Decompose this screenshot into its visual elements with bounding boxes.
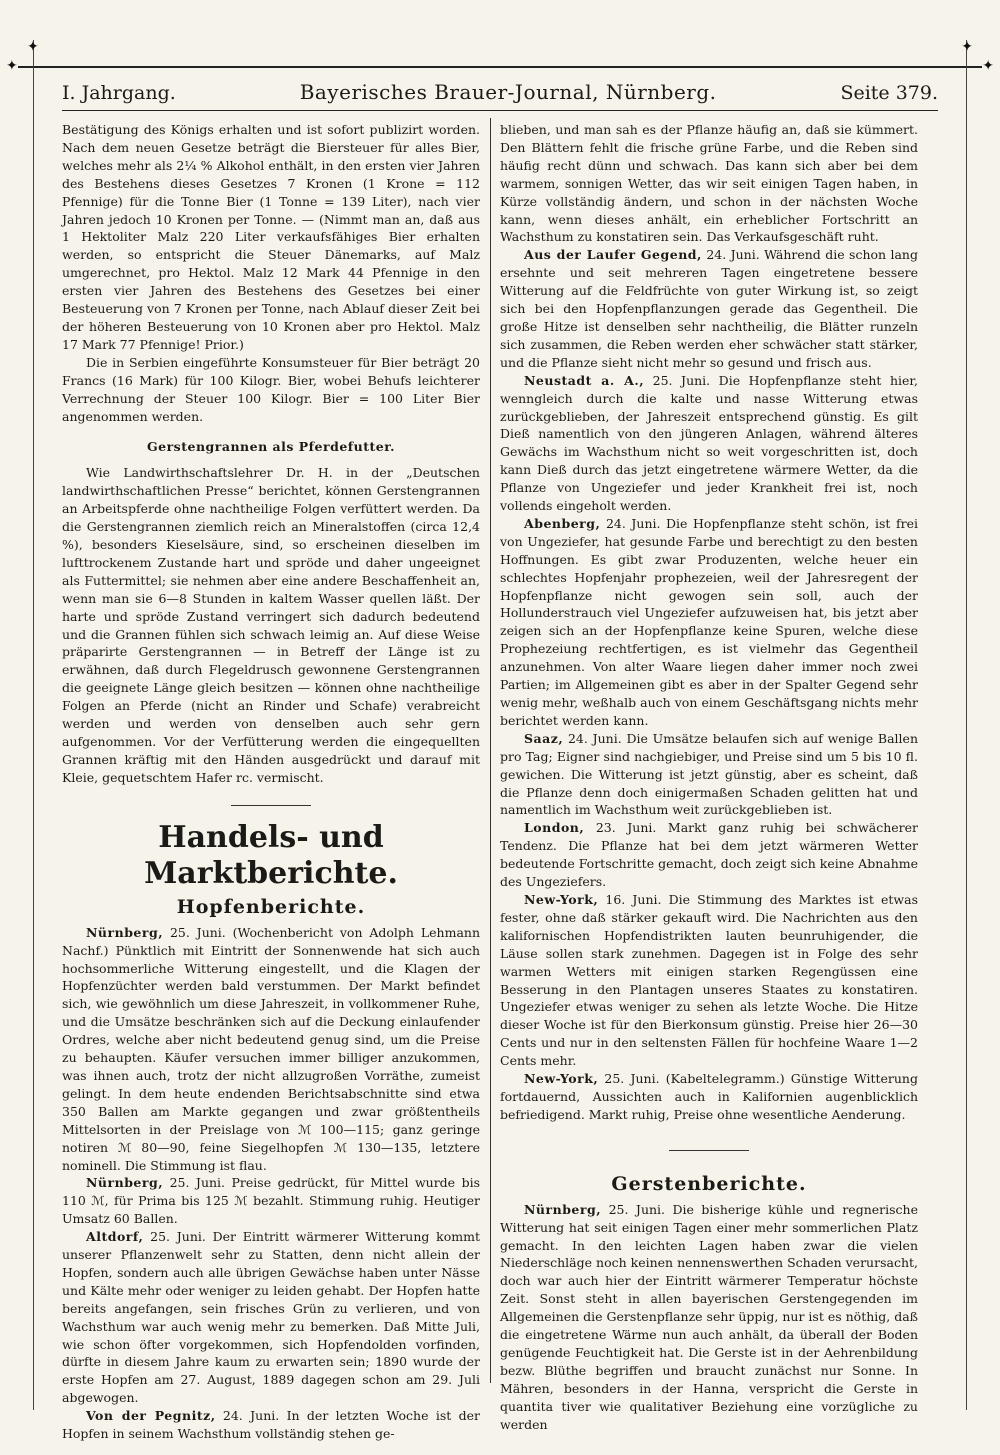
- report-text: 25. Juni. Preise gedrückt, für Mittel wurde bis 110 ℳ, für Prima bis 125 ℳ bezahlt. Stimmung ruhig. Heutiger Umsatz 60 Ballen.: [62, 1175, 480, 1227]
- report-place: Neustadt a. A.,: [524, 372, 645, 388]
- right-column: [500, 121, 918, 1434]
- report-text: 25. Juni. (Wochenbericht von Adolph Lehmann Nachf.) Pünktlich mit Eintritt der Sonnenwende hat sich auch hochsommerliche Witterung eingestellt, und die Klagen der Hopfenzüchter werden bald verstummen. Der Markt befindet sich, wie gewöhnlich um diese Jahreszeit, in vollkommener Ruhe, und die Umsätze beschränken sich auf die Deckung einlaufender Ordres, welche aber nicht bedeutend genug sind, um die Preise zu behaupten. Käufer versuchen immer billiger anzukommen, was ihnen auch, trotz der nicht allzugroßen Vorräthe, zumeist gelingt. In dem heute endenden Berichtsabschnitte sind etwa 350 Ballen am Markte gegangen und zwar größtentheils Mittelsorten in der Preislage von ℳ 100—115; ganz geringe notiren ℳ 80—90, feine Siegelhopfen ℳ 130—135, letztere nominell. Die Stimmung ist flau.: [62, 924, 480, 1173]
- report-paragraph: [500, 819, 918, 891]
- report-text: 25. Juni. (Kabeltelegramm.) Günstige Witterung fortdauernd, Aussichten auch in Kalifornien augenblicklich befriedigend. Markt ruhig, Preise ohne wesentliche Aenderung.: [500, 1071, 918, 1122]
- section-divider: [669, 1150, 749, 1151]
- main-section-heading: Handels- und Marktberichte.: [144, 819, 398, 891]
- header-rule: [62, 110, 938, 111]
- left-border-rule: [33, 40, 34, 1410]
- report-text: 25. Juni. Der Eintritt wärmerer Witterung kommt unserer Pflanzenwelt sehr zu Statten, denn nicht allein der Hopfen, sondern auch alle übrigen Gewächse haben unter Nässe und Kälte mehr oder weniger zu leiden gehabt. Der Hopfen hatte bereits angefangen, sein frisches Grün zu verlieren, und von Wachsthum war auch wenig mehr zu bemerken. Daß Mitte Juli, wie schon öfter vorgekommen, sich Hopfendolden vorfinden, dürfte in diesem Jahre kaum zu erwarten sein; 1890 wurde der erste Hopfen am 27. August, 1889 dagegen schon am 29. Juli abgewogen.: [62, 1229, 480, 1406]
- header-volume: I. Jahrgang.: [62, 82, 176, 104]
- report-place: Saaz,: [524, 730, 564, 746]
- subsection-heading: Hopfenberichte.: [176, 895, 366, 918]
- column-divider: [490, 118, 491, 1383]
- report-place: Aus der Laufer Gegend,: [524, 247, 702, 263]
- report-place: London,: [524, 820, 585, 836]
- report-text: 25. Juni. Die Hopfenpflanze steht hier, wenngleich durch die kalte und nasse Witterung etwas zurückgeblieben, der Jahreszeit entsprechend günstig. Es gilt Dieß namentlich von den jüngeren Anlagen, während älteres Gewächs im Wachsthum nicht so weit vorgeschritten ist, doch kann Dieß durch das jetzt eingetretene wärmere Wetter, da die Pflanze von Ungeziefer und jeder Krankheit frei ist, noch vollends eingeholt werden.: [500, 372, 918, 514]
- ornament-top-left-side: ✦: [6, 58, 18, 74]
- report-paragraph: [500, 515, 918, 730]
- report-place: New-York,: [524, 891, 599, 907]
- article-paragraph: Wie Landwirthschaftslehrer Dr. H. in der „Deutschen landwirthschaftlichen Presse“ berichtet, können Gerstengrannen an Arbeitspferde ohne nachtheilige Folgen verfüttert werden. Da die Gerstengrannen ziemlich reich an Mineralstoffen (circa 12,4 %), besonders Kieselsäure, sind, so erscheinen dieselben im lufttrockenem Zustande hart und spröde und daher ungeeignet als Futtermittel; sie nehmen aber eine andere Beschaffenheit an, wenn man sie 6—8 Stunden in kaltem Wasser quellen läßt. Der harte und spröde Zustand verringert sich dadurch bedeutend und die Grannen fühlen sich schwach leimig an. Auf diese Weise präparirte Gerstengrannen — in Betreff der Länge ist zu erwähnen, daß durch Flegeldrusch gewonnene Gerstengrannen die geeignete Länge gleich besitzen — können ohne nachtheilige Folgen an Pferde (nicht an Rinder und Schafe) verabreicht werden und werden von denselben auch sehr gern aufgenommen. Vor der Verfütterung werden die eingequellten Grannen kräftig mit den Händen ausgedrückt und darauf mit Kleie, gequetschtem Hafer rc. vermischt.: [62, 465, 480, 785]
- report-text: 24. Juni. Die Hopfenpflanze steht schön, ist frei von Ungeziefer, hat gesunde Farbe und berechtigt zu den besten Hoffnungen. Es gibt zwar Produzenten, welche heuer ein schlechtes Hopfenjahr prophezeien, weil der Jahresregent der Hopfenpflanze nicht gewogen sein soll, auch der Hollunderstrauch viel Ungeziefer aufzuweisen hat, bis jetzt aber zeigen sich an der Hopfenpflanze keine Spuren, welche diese Prophezeiung rechtfertigen, es ist vielmehr das Gegentheil anzunehmen. Von alter Waare liegen daher immer noch zwei Partien; im Allgemeinen gibt es aber in der Spalter Gegend sehr wenig mehr, weßhalb auch von einem Geschäftsgang nichts mehr berichtet werden kann.: [500, 515, 918, 728]
- section-divider: [231, 805, 311, 806]
- report-paragraph: [500, 1070, 918, 1124]
- report-text: 25. Juni. Die bisherige kühle und regnerische Witterung hat seit einigen Tagen einer mehr sommerlichen Platz gemacht. In den leichten Lagen haben zwar die vielen Niederschläge noch keinen nennenswerthen Schaden verursacht, doch war auch hier der Eintritt wärmerer Temperatur höchste Zeit. Sonst steht in allen bayerischen Gerstengegenden im Allgemeinen die Gerstenpflanze sehr üppig, nur ist es nöthig, daß die eingetretene Wärme nun auch anhält, da überall der Boden genügende Feuchtigkeit hat. Die Gerste ist in der Aehrenbildung bezw. Blüthe begriffen und braucht zunächst nur Sonne. In Mähren, besonders in der Hanna, verspricht die Gerste in quantita tiver wie qualitativer Beziehung eine vorzügliche zu werden: [500, 1201, 919, 1432]
- report-paragraph: [500, 246, 918, 371]
- report-text: 23. Juni. Markt ganz ruhig bei schwächerer Tendenz. Die Pflanze hat bei dem jetzt wärmeren Wetter bedeutende Fortschritte gemacht, doch zeigt sich keine Abnahme des Ungeziefers.: [500, 820, 918, 890]
- report-place: Nürnberg,: [86, 924, 164, 940]
- page-header: [62, 80, 938, 108]
- report-paragraph: [500, 1201, 918, 1434]
- report-place: Nürnberg,: [86, 1175, 164, 1191]
- report-place: Abenberg,: [524, 515, 601, 531]
- report-paragraph: [62, 1228, 480, 1407]
- article-paragraph: Die in Serbien eingeführte Konsumsteuer für Bier beträgt 20 Francs (16 Mark) für 100 Kilogr. Bier, wobei Behufs leichterer Verrechnung der Steuer 100 Kilogr. Bier = 100 Liter Bier angenommen werden.: [62, 354, 480, 424]
- ornament-top-right-side: ✦: [982, 58, 994, 74]
- report-text: 16. Juni. Die Stimmung des Marktes ist etwas fester, ohne daß stärker gekauft wird. Die Nachrichten aus den kalifornischen Hopfendistrikten lauten beunruhigender, die Läuse sollen stark zunehmen. Dagegen ist in Folge des sehr warmen Wetters mit einigen starken Regengüssen eine Besserung in den Plantagen unseres Staates zu konstatiren. Ungeziefer etwas weniger zu sehen als letzte Woche. Die Hitze dieser Woche ist für den Bierkonsum günstig. Preise hier 26—30 Cents und nur in den seltensten Fällen für hochfeine Waare 1—2 Cents mehr.: [500, 891, 918, 1069]
- top-border-rule: [18, 66, 982, 68]
- ornament-top-left: ✦: [27, 39, 39, 55]
- left-column: [62, 121, 480, 1443]
- report-place: New-York,: [524, 1071, 599, 1087]
- report-paragraph: [500, 891, 918, 1070]
- article-paragraph: Bestätigung des Königs erhalten und ist sofort publizirt worden. Nach dem neuen Gesetze beträgt die Biersteuer für alles Bier, welches mehr als 2¼ % Alkohol enthält, in den ersten vier Jahren des Bestehens dieses Gesetzes 7 Kronen (1 Krone = 112 Pfennige) für die Tonne Bier (1 Tonne = 139 Liter), nach vier Jahren jedoch 10 Kronen per Tonne. — (Nimmt man an, daß aus 1 Hektoliter Malz 220 Liter verkaufsfähiges Bier erhalten werden, so entspricht die Steuer Dänemarks, auf Malz umgerechnet, pro Hektol. Malz 12 Mark 44 Pfennige in den ersten vier Jahren des Bestehens des Gesetzes bei einer Besteuerung von 7 Kronen per Tonne, nach Ablauf dieser Zeit bei der höheren Besteuerung von 10 Kronen aber pro Hektol. Malz 17 Mark 77 Pfennige! Prior.): [62, 122, 480, 352]
- section-heading: Gerstengrannen als Pferdefutter.: [146, 439, 396, 455]
- header-page-number: Seite 379.: [840, 82, 938, 104]
- report-place: Altdorf,: [86, 1229, 144, 1245]
- report-place: Von der Pegnitz,: [86, 1408, 216, 1424]
- right-border-rule: [966, 40, 967, 1410]
- report-paragraph: [500, 372, 918, 515]
- article-paragraph: blieben, und man sah es der Pflanze häufig an, daß sie kümmert. Den Blättern fehlt die frische grüne Farbe, und die Reben sind häufig recht dünn und schwach. Das kann sich aber bei dem warmem, sonnigen Wetter, das wir seit einigen Tagen haben, in Kürze vollständig ändern, und schon in der nächsten Woche kann, wenn dieses anhält, ein erheblicher Fortschritt an Wachsthum zu konstatiren sein. Das Verkaufsgeschäft ruht.: [500, 122, 918, 245]
- report-text: 24. Juni. Die Umsätze belaufen sich auf wenige Ballen pro Tag; Eigner sind nachgiebiger, und Preise sind um 5 bis 10 fl. gewichen. Die Witterung ist jetzt günstig, aber es scheint, daß die Pflanze denn doch einigermaßen Schaden gelitten hat und namentlich im Wachsthum weit zurückgeblieben ist.: [500, 730, 918, 818]
- report-paragraph: [500, 730, 918, 820]
- report-paragraph: [62, 1174, 480, 1228]
- report-text: 24. Juni. Während die schon lang ersehnte und seit mehreren Tagen eingetretene bessere Witterung auf die Feldfrüchte von guter Wirkung ist, so zeigt sich bei den Hopfenpflanzungen gerade das Gegentheil. Die große Hitze ist denselben sehr nachtheilig, die Blätter runzeln sich zusammen, die Reben werden eher schwächer statt stärker, und die Pflanze sieht nicht mehr so gesund und frisch aus.: [500, 247, 918, 370]
- subsection-heading: Gerstenberichte.: [611, 1172, 807, 1195]
- ornament-top-right: ✦: [961, 39, 973, 55]
- report-paragraph: [62, 924, 480, 1175]
- header-title: Bayerisches Brauer-Journal, Nürnberg.: [299, 80, 717, 104]
- report-text: 24. Juni. In der letzten Woche ist der Hopfen in seinem Wachsthum vollständig stehen ge-: [62, 1408, 480, 1442]
- report-paragraph: [62, 1407, 480, 1443]
- report-place: Nürnberg,: [524, 1201, 602, 1217]
